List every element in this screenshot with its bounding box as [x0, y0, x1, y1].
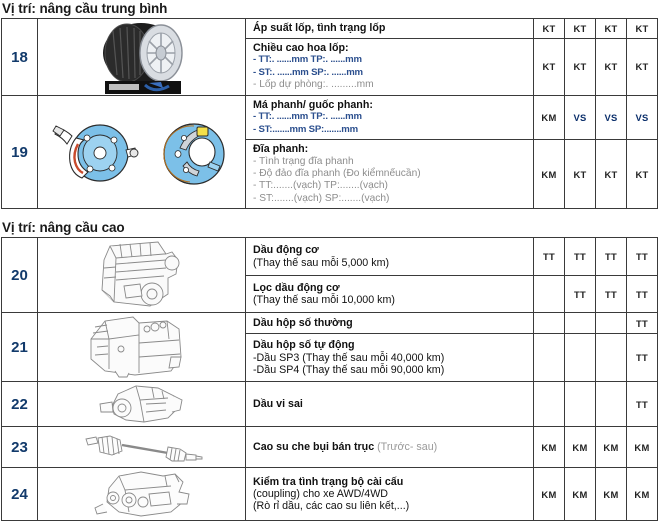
- task-text-cell: [246, 468, 534, 521]
- status-code: KT: [573, 22, 587, 34]
- task-title-note: (Trước- sau): [374, 441, 438, 454]
- status-cell[interactable]: [534, 468, 565, 521]
- row-number: 19: [11, 143, 28, 161]
- status-cell[interactable]: [627, 238, 658, 276]
- task-subline: (Thay thế sau mỗi 5,000 km): [253, 256, 390, 269]
- status-cell[interactable]: [534, 96, 565, 140]
- row-number: 21: [11, 338, 28, 356]
- task-subline: (coupling) cho xe AWD/4WD: [253, 488, 389, 501]
- differential-line-drawing: [38, 382, 245, 426]
- task-text: [246, 140, 533, 208]
- status-cell[interactable]: [534, 313, 565, 334]
- task-text-cell: [246, 313, 534, 334]
- task-subline: - TT:.......(vạch) TP:.......(vạch): [253, 180, 388, 192]
- status-cell[interactable]: [565, 334, 596, 382]
- row-number: 22: [11, 395, 28, 413]
- status-code: KM: [572, 488, 588, 500]
- task-text-cell: [246, 19, 534, 39]
- task-text-cell: [246, 140, 534, 209]
- section-heading-high-lift: Vị trí: nâng cầu cao: [2, 220, 125, 236]
- task-text-cell: [246, 96, 534, 140]
- task-text: [246, 279, 533, 310]
- task-text-cell: [246, 427, 534, 468]
- task-text: [246, 438, 533, 456]
- status-cell[interactable]: [565, 382, 596, 427]
- status-cell[interactable]: [596, 468, 627, 521]
- status-code: VS: [635, 112, 649, 124]
- row-image-cell: [38, 382, 246, 427]
- status-code: TT: [604, 288, 618, 300]
- table-row[interactable]: [2, 96, 658, 140]
- status-code: TT: [635, 398, 649, 410]
- row-image-cell: [38, 96, 246, 209]
- status-code: KM: [603, 488, 619, 500]
- task-title: Dầu động cơ: [253, 244, 319, 257]
- status-cell[interactable]: [596, 275, 627, 313]
- row-number-cell: [2, 468, 38, 521]
- status-cell[interactable]: [596, 38, 627, 95]
- status-cell[interactable]: [565, 96, 596, 140]
- checklist-table-medium-lift: [1, 18, 658, 209]
- task-title: Kiểm tra tình trạng bộ cài cấu: [253, 475, 404, 488]
- task-text-cell: [246, 382, 534, 427]
- status-code: TT: [635, 352, 649, 364]
- task-subline: - Tình trạng đĩa phanh: [253, 155, 354, 167]
- tire-wheel-photo: [38, 19, 245, 95]
- task-title: Má phanh/ guốc phanh:: [253, 99, 373, 111]
- row-number-cell: [2, 238, 38, 313]
- section-heading-medium-lift: Vị trí: nâng cầu trung bình: [2, 1, 168, 16]
- task-subline: - TT:. ......mm TP:. ......mm: [253, 54, 362, 66]
- task-text: [246, 395, 533, 413]
- status-code: KT: [542, 61, 556, 73]
- cv-axle-shaft-line-drawing: [38, 427, 245, 467]
- status-code: KT: [604, 61, 618, 73]
- status-code: KT: [635, 22, 649, 34]
- row-image-cell: [38, 19, 246, 96]
- status-code: KT: [604, 168, 618, 180]
- task-subline: (Rò rỉ dầu, các cao su liên kết,...): [253, 500, 410, 513]
- status-code: TT: [542, 251, 556, 262]
- engine-line-drawing: [38, 238, 245, 312]
- task-subline: - ST:.......mm SP:.......mm: [253, 123, 358, 135]
- task-subline: - TT:. ......mm TP:. ......mm: [253, 111, 362, 123]
- task-title: Chiều cao hoa lốp:: [253, 42, 349, 54]
- row-number-cell: [2, 313, 38, 382]
- row-number-cell: [2, 382, 38, 427]
- status-cell[interactable]: [565, 140, 596, 209]
- status-cell[interactable]: [627, 140, 658, 209]
- task-text-cell: [246, 275, 534, 313]
- status-code: KM: [541, 112, 557, 124]
- status-code: KT: [604, 22, 618, 34]
- status-cell[interactable]: [627, 313, 658, 334]
- task-text-cell: [246, 38, 534, 95]
- status-code: TT: [573, 288, 587, 300]
- row-image-cell: [38, 468, 246, 521]
- status-code: KM: [541, 488, 557, 500]
- section-spacer: [0, 209, 659, 219]
- status-cell[interactable]: [627, 38, 658, 95]
- status-cell[interactable]: [565, 427, 596, 468]
- task-text: [246, 241, 533, 272]
- status-code: KM: [541, 168, 557, 180]
- status-code: TT: [635, 317, 649, 329]
- awd-coupling-line-drawing: [38, 468, 245, 520]
- task-text: [246, 96, 533, 139]
- status-cell[interactable]: [596, 96, 627, 140]
- status-code: KT: [635, 168, 649, 180]
- status-cell[interactable]: [627, 468, 658, 521]
- row-image-cell: [38, 427, 246, 468]
- status-code: KM: [634, 441, 650, 453]
- task-title: Dầu hộp số thường: [253, 317, 353, 330]
- task-title: Áp suất lốp, tình trạng lốp: [253, 22, 386, 35]
- status-cell[interactable]: [596, 19, 627, 39]
- status-cell[interactable]: [627, 19, 658, 39]
- row-number: 20: [11, 266, 28, 284]
- status-cell[interactable]: [565, 238, 596, 276]
- task-title: Dầu vi sai: [253, 398, 303, 411]
- task-text: [246, 39, 533, 95]
- row-number: 23: [11, 438, 28, 456]
- task-subline: -Dầu SP4 (Thay thế sau mỗi 90,000 km): [253, 363, 445, 376]
- task-title: Dầu hộp số tự động: [253, 339, 355, 352]
- row-number: 24: [11, 485, 28, 503]
- table-row[interactable]: [2, 19, 658, 39]
- table-row[interactable]: [2, 468, 658, 521]
- status-cell[interactable]: [627, 382, 658, 427]
- status-cell[interactable]: [627, 334, 658, 382]
- status-cell[interactable]: [534, 334, 565, 382]
- task-text-cell: [246, 334, 534, 382]
- status-cell[interactable]: [627, 96, 658, 140]
- status-code: KT: [542, 22, 556, 34]
- status-cell[interactable]: [534, 382, 565, 427]
- task-subline: -Dầu SP3 (Thay thế sau mỗi 40,000 km): [253, 351, 445, 364]
- status-cell[interactable]: [565, 313, 596, 334]
- status-cell[interactable]: [534, 19, 565, 39]
- disc-and-drum-brake-photo: [38, 108, 245, 196]
- status-code: TT: [635, 251, 649, 262]
- status-code: TT: [573, 251, 587, 262]
- transmission-line-drawing: [38, 313, 245, 381]
- status-code: KT: [573, 168, 587, 180]
- row-number-cell: [2, 19, 38, 96]
- task-subline: - Lốp dự phòng:. .........mm: [253, 79, 374, 91]
- table-row[interactable]: [2, 427, 658, 468]
- checklist-table-high-lift: [1, 237, 658, 521]
- row-number-cell: [2, 96, 38, 209]
- table-row[interactable]: [2, 313, 658, 334]
- row-image-cell: [38, 313, 246, 382]
- status-cell[interactable]: [627, 427, 658, 468]
- status-code: TT: [604, 251, 618, 262]
- task-title: Đĩa phanh:: [253, 143, 309, 156]
- status-code: VS: [573, 112, 587, 124]
- task-text: [246, 473, 533, 516]
- row-image-cell: [38, 238, 246, 313]
- task-text: [246, 314, 533, 332]
- row-number-cell: [2, 427, 38, 468]
- task-subline: (Thay thế sau mỗi 10,000 km): [253, 294, 395, 306]
- task-subline: - Độ đảo đĩa phanh (Đo kiểmnếucần): [253, 168, 421, 180]
- status-cell[interactable]: [534, 140, 565, 209]
- task-title-main: Cao su che bụi bán trục: [253, 441, 375, 454]
- status-cell[interactable]: [565, 275, 596, 313]
- status-cell[interactable]: [534, 427, 565, 468]
- status-code: KM: [572, 441, 588, 453]
- status-cell[interactable]: [565, 19, 596, 39]
- status-cell[interactable]: [565, 38, 596, 95]
- status-code: KT: [573, 61, 587, 73]
- table-row[interactable]: [2, 382, 658, 427]
- task-title: Lọc dầu động cơ: [253, 281, 340, 294]
- task-subline: - ST:.......(vạch) SP:.......(vạch): [253, 192, 390, 204]
- status-code: TT: [635, 288, 649, 300]
- status-code: KM: [634, 488, 650, 500]
- task-text: [246, 336, 533, 379]
- task-text: [246, 19, 533, 37]
- status-code: KM: [603, 441, 619, 453]
- status-code: KT: [635, 61, 649, 73]
- status-cell[interactable]: [534, 238, 565, 276]
- status-cell[interactable]: [534, 38, 565, 95]
- task-title: [253, 441, 533, 453]
- status-cell[interactable]: [596, 382, 627, 427]
- status-code: VS: [604, 112, 618, 124]
- status-code: KM: [541, 441, 557, 453]
- task-subline: - ST:. ......mm SP:. ......mm: [253, 66, 363, 78]
- task-text-cell: [246, 238, 534, 276]
- status-cell[interactable]: [627, 275, 658, 313]
- status-cell[interactable]: [596, 334, 627, 382]
- status-cell[interactable]: [534, 275, 565, 313]
- table-row[interactable]: [2, 238, 658, 276]
- row-number: 18: [11, 48, 28, 66]
- status-cell[interactable]: [596, 427, 627, 468]
- status-cell[interactable]: [565, 468, 596, 521]
- status-cell[interactable]: [596, 140, 627, 209]
- status-cell[interactable]: [596, 313, 627, 334]
- status-cell[interactable]: [596, 238, 627, 276]
